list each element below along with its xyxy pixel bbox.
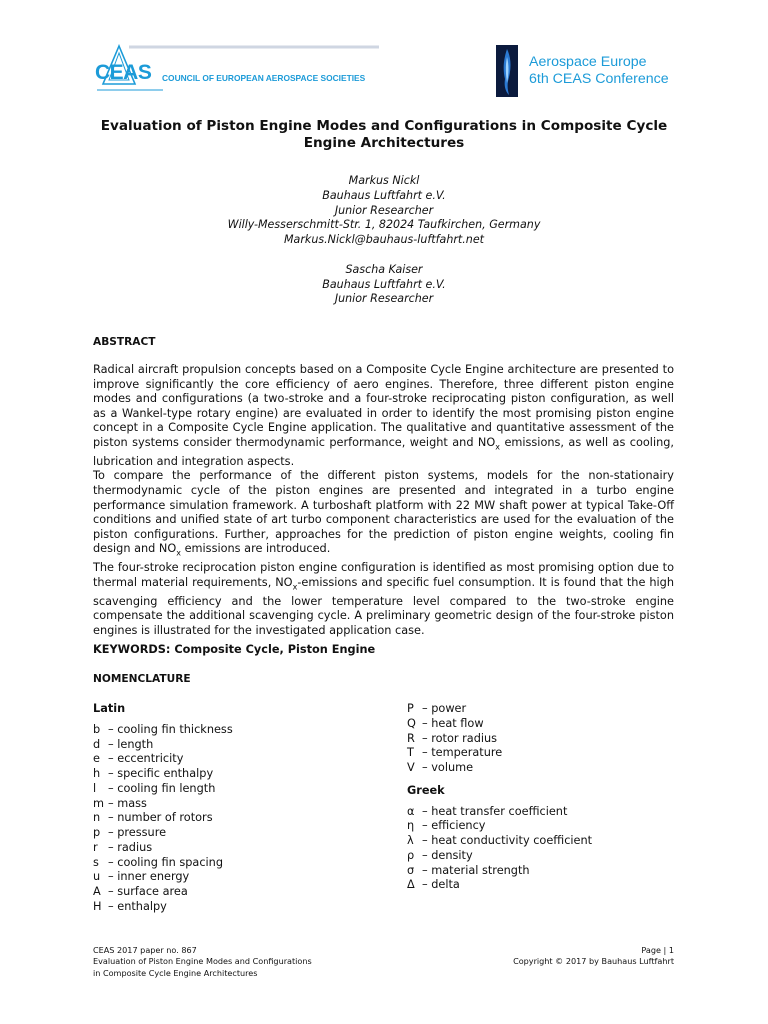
nomenclature-entry — [93, 841, 233, 856]
nomenclature-description: – power — [422, 702, 467, 715]
author1-position: Junior Researcher — [334, 203, 434, 217]
nomenclature-symbol: u — [93, 870, 101, 884]
nomenclature-entry — [407, 746, 592, 761]
nomenclature-symbol: Δ — [407, 878, 415, 892]
footer-title-line-1: Evaluation of Piston Engine Modes and Configurations — [93, 956, 312, 967]
nomenclature-entry — [407, 819, 592, 834]
nomenclature-description: – delta — [422, 878, 460, 892]
conference-line-1: Aerospace Europe — [529, 54, 647, 70]
nomenclature-description: – number of rotors — [108, 811, 213, 825]
nomenclature-entry — [93, 811, 233, 826]
nomenclature-symbol: r — [93, 840, 98, 854]
nomenclature-entry — [407, 878, 592, 893]
nomenclature-entry — [407, 849, 592, 864]
ceas-abbreviation: CEAS — [95, 61, 152, 84]
nomenclature-symbol: ρ — [407, 848, 415, 862]
nomenclature-heading: NOMENCLATURE — [93, 673, 191, 685]
nomenclature-description: – specific enthalpy — [108, 767, 214, 780]
nomenclature-description: – pressure — [108, 826, 167, 839]
nomenclature-entry — [407, 717, 592, 732]
nomenclature-entry — [407, 805, 592, 820]
nomenclature-symbol: h — [93, 767, 101, 780]
nomenclature-entry — [407, 864, 592, 879]
nomenclature-description: – material strength — [422, 863, 530, 877]
nomenclature-entry — [407, 834, 592, 849]
nomenclature-entry — [93, 738, 233, 753]
nomenclature-entry — [407, 761, 592, 776]
nomenclature-symbol: α — [407, 804, 415, 818]
nomenclature-description: – efficiency — [422, 819, 486, 833]
nomenclature-entry — [93, 856, 233, 871]
author1-affiliation: Bauhaus Luftfahrt e.V. — [322, 188, 446, 202]
nomenclature-symbol: s — [93, 855, 99, 869]
abstract-heading: ABSTRACT — [93, 336, 156, 348]
nomenclature-description: – heat transfer coefficient — [422, 804, 568, 818]
nomenclature-symbol: p — [93, 826, 101, 839]
nomenclature-latin-left — [93, 702, 233, 915]
nomenclature-symbol: b — [93, 722, 101, 736]
nomenclature-symbol: e — [93, 752, 100, 766]
nomenclature-symbol: n — [93, 811, 101, 825]
conference-name — [529, 54, 669, 88]
ceas-full-name: COUNCIL OF EUROPEAN AEROSPACE SOCIETIES — [162, 73, 366, 83]
nomenclature-description: – cooling fin thickness — [108, 722, 233, 736]
nomenclature-symbol: P — [407, 702, 414, 715]
nomenclature-symbol: R — [407, 731, 415, 745]
nomenclature-symbol: m — [93, 796, 105, 810]
greek-heading: Greek — [407, 783, 445, 797]
nomenclature-symbol: A — [93, 885, 101, 898]
nomenclature-description: – cooling fin length — [108, 781, 216, 795]
keywords: KEYWORDS: Composite Cycle, Piston Engine — [93, 643, 376, 656]
nomenclature-description: – eccentricity — [108, 752, 184, 766]
author2-position: Junior Researcher — [334, 292, 434, 306]
footer-paper-number: CEAS 2017 paper no. 867 — [93, 945, 197, 955]
nomenclature-entry — [93, 900, 233, 915]
nomenclature-description: – volume — [422, 761, 474, 774]
nomenclature-entry — [93, 826, 233, 841]
nomenclature-description: – heat conductivity coefficient — [422, 834, 593, 847]
nomenclature-description: – cooling fin spacing — [108, 855, 223, 869]
footer-right — [513, 945, 674, 968]
nomenclature-description: – rotor radius — [422, 731, 498, 745]
nomenclature-entry — [93, 767, 233, 782]
nomenclature-description: – surface area — [108, 885, 188, 898]
nomenclature-description: – density — [422, 848, 473, 862]
page-number: Page | 1 — [641, 945, 674, 955]
author2-affiliation: Bauhaus Luftfahrt e.V. — [322, 277, 446, 291]
author2-name: Sascha Kaiser — [345, 262, 423, 276]
nomenclature-description: – temperature — [422, 746, 503, 760]
nomenclature-entry — [407, 702, 592, 717]
nomenclature-entry — [93, 870, 233, 885]
abstract-text — [93, 363, 674, 638]
nomenclature-symbol: η — [407, 819, 415, 833]
nomenclature-description: – enthalpy — [108, 899, 167, 913]
copyright: Copyright © 2017 by Bauhaus Luftfahrt — [513, 956, 674, 967]
author-block — [80, 174, 688, 307]
nomenclature-description: – mass — [108, 796, 147, 810]
nomenclature-description: – heat flow — [422, 716, 484, 730]
footer-title-line-2: in Composite Cycle Engine Architectures — [93, 967, 258, 978]
author1-email: Markus.Nickl@bauhaus-luftfahrt.net — [283, 233, 485, 247]
nomenclature-description: – inner energy — [108, 870, 190, 884]
nomenclature-entry — [93, 885, 233, 900]
latin-heading: Latin — [93, 702, 126, 715]
nomenclature-symbol: V — [407, 761, 415, 774]
paper-title: Evaluation of Piston Engine Modes and Configurations in Composite Cycle Engine Architectures — [100, 118, 668, 151]
abstract-paragraph-3: The four-stroke reciprocation piston engine configuration is identified as most promising option due to thermal material requirements, $NO_x$-emissions and specific fuel consumption. It is found that the high scavenging efficiency and the lower temperature level compared to the two-stroke engine compensate the additional scavenging cycle. A preliminary geometric design of the four-stroke piston engines is illustrated for the investigated application case. — [93, 561, 674, 637]
nomenclature-symbol: H — [93, 899, 102, 913]
nomenclature-entry — [93, 752, 233, 767]
abstract-paragraph-1: Radical aircraft propulsion concepts based on a Composite Cycle Engine architecture are presented to improve significantly the core efficiency of aero engines. Therefore, three different piston engine modes and configurations (a two-stroke and a four-stroke reciprocating piston configuration, as well as a Wankel-type rotary engine) are evaluated in order to identify the most promising piston engine concept in a Composite Cycle Engine application. The qualitative and quantitative assessment of the piston systems consider thermodynamic performance, weight and $NO_x$ emissions, as well as cooling, lubrication and integration aspects. — [93, 363, 674, 468]
nomenclature-entry — [407, 732, 592, 747]
nomenclature-symbol: l — [93, 781, 97, 795]
nomenclature-symbol: σ — [407, 863, 415, 877]
author1-name: Markus Nickl — [348, 174, 420, 187]
nomenclature-symbol: λ — [407, 834, 414, 847]
nomenclature-description: – radius — [108, 840, 153, 854]
conference-line-2: 6th CEAS Conference — [529, 71, 669, 87]
nomenclature-symbol: d — [93, 737, 101, 751]
nomenclature-right-column — [407, 702, 592, 893]
nomenclature-symbol: T — [407, 746, 414, 760]
conference-flame-logo — [496, 45, 518, 97]
nomenclature-symbol: Q — [407, 716, 416, 730]
footer-left — [93, 945, 312, 979]
nomenclature-entry — [93, 797, 233, 812]
abstract-paragraph-2: To compare the performance of the different piston systems, models for the non-stationairy thermodynamic cycle of the piston engines are presented and integrated in a turbo engine performance simulation framework. A turboshaft platform with 22 MW shaft power at typical Take-Off conditions and unified state of art turbo component characteristics are used for the evaluation of the piston configurations. Further, approaches for the prediction of piston engine weights, cooling fin design and $NO_x$ emissions are introduced. — [93, 469, 674, 558]
author1-address: Willy-Messerschmitt-Str. 1, 82024 Taufkirchen, Germany — [227, 218, 541, 232]
nomenclature-description: – length — [108, 737, 154, 751]
nomenclature-entry — [93, 723, 233, 738]
nomenclature-entry — [93, 782, 233, 797]
